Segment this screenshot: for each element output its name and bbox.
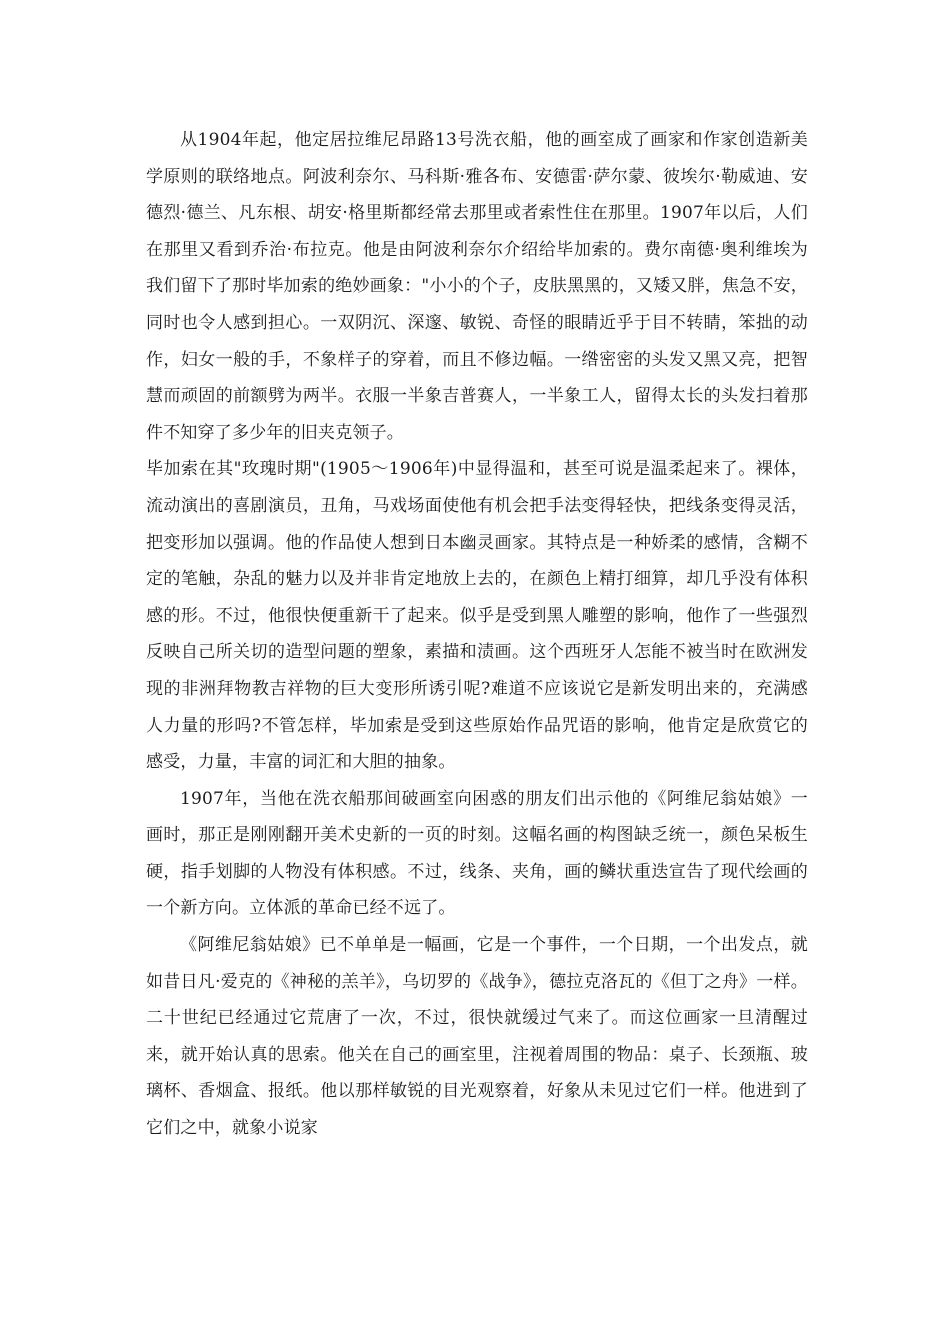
paragraph-3: 1907年，当他在洗衣船那间破画室向困惑的朋友们出示他的《阿维尼翁姑娘》一画时，那正是刚刚翻开美术史新的一页的时刻。这幅名画的构图缺乏统一，颜色呆板生硬，指手划脚的人物没有体积感。不过，线条、夹角，画的鳞状重迭宣告了现代绘画的一个新方向。立体派的革命已经不远了。 (146, 788, 808, 919)
paragraph-2: 毕加索在其"玫瑰时期"(1905～1906年)中显得温和，甚至可说是温柔起来了。裸体，流动演出的喜剧演员，丑角，马戏场面使他有机会把手法变得轻快，把线条变得灵活，把变形加以强调。他的作品使人想到日本幽灵画家。其特点是一种娇柔的感情，含糊不定的笔触，杂乱的魅力以及并非肯定地放上去的，在颜色上精打细算，却几乎没有体积感的形。不过，他很快便重新干了起来。似乎是受到黑人雕塑的影响，他作了一些强烈反映自己所关切的造型问题的塑象，素描和渍画。这个西班牙人怎能不被当时在欧洲发现的非洲拜物教吉祥物的巨大变形所诱引呢?难道不应该说它是新发明出来的，充满感人力量的形吗?不管怎样，毕加索是受到这些原始作品咒语的影响，他肯定是欣赏它的感受，力量，丰富的词汇和大胆的抽象。 (146, 459, 808, 773)
paragraph-1: 从1904年起，他定居拉维尼昂路13号洗衣船，他的画室成了画家和作家创造新美学原则的联络地点。阿波利奈尔、马科斯·雅各布、安德雷·萨尔蒙、彼埃尔·勒威迪、安德烈·德兰、凡东根、胡安·格里斯都经常去那里或者索性住在那里。1907年以后，人们在那里又看到乔治·布拉克。他是由阿波利奈尔介绍给毕加索的。费尔南德·奥利维埃为我们留下了那时毕加索的绝妙画象："小小的个子，皮肤黑黑的，又矮又胖，焦急不安，同时也令人感到担心。一双阴沉、深邃、敏锐、奇怪的眼睛近乎于目不转睛，笨拙的动作，妇女一般的手，不象样子的穿着，而且不修边幅。一绺密密的头发又黑又亮，把智慧而顽固的前额劈为两半。衣服一半象吉普赛人，一半象工人，留得太长的头发扫着那件不知穿了多少年的旧夹克领子。 (146, 130, 808, 443)
document-page (146, 122, 808, 1147)
paragraph-4: 《阿维尼翁姑娘》已不单单是一幅画，它是一个事件，一个日期，一个出发点，就如昔日凡·爱克的《神秘的羔羊》，乌切罗的《战争》，德拉克洛瓦的《但丁之舟》一样。二十世纪已经通过它荒唐了一次，不过，很快就缓过气来了。而这位画家一旦清醒过来，就开始认真的思索。他关在自己的画室里，注视着周围的物品：桌子、长颈瓶、玻璃杯、香烟盒、报纸。他以那样敏锐的目光观察着，好象从未见过它们一样。他进到了它们之中，就象小说家 (146, 935, 808, 1139)
